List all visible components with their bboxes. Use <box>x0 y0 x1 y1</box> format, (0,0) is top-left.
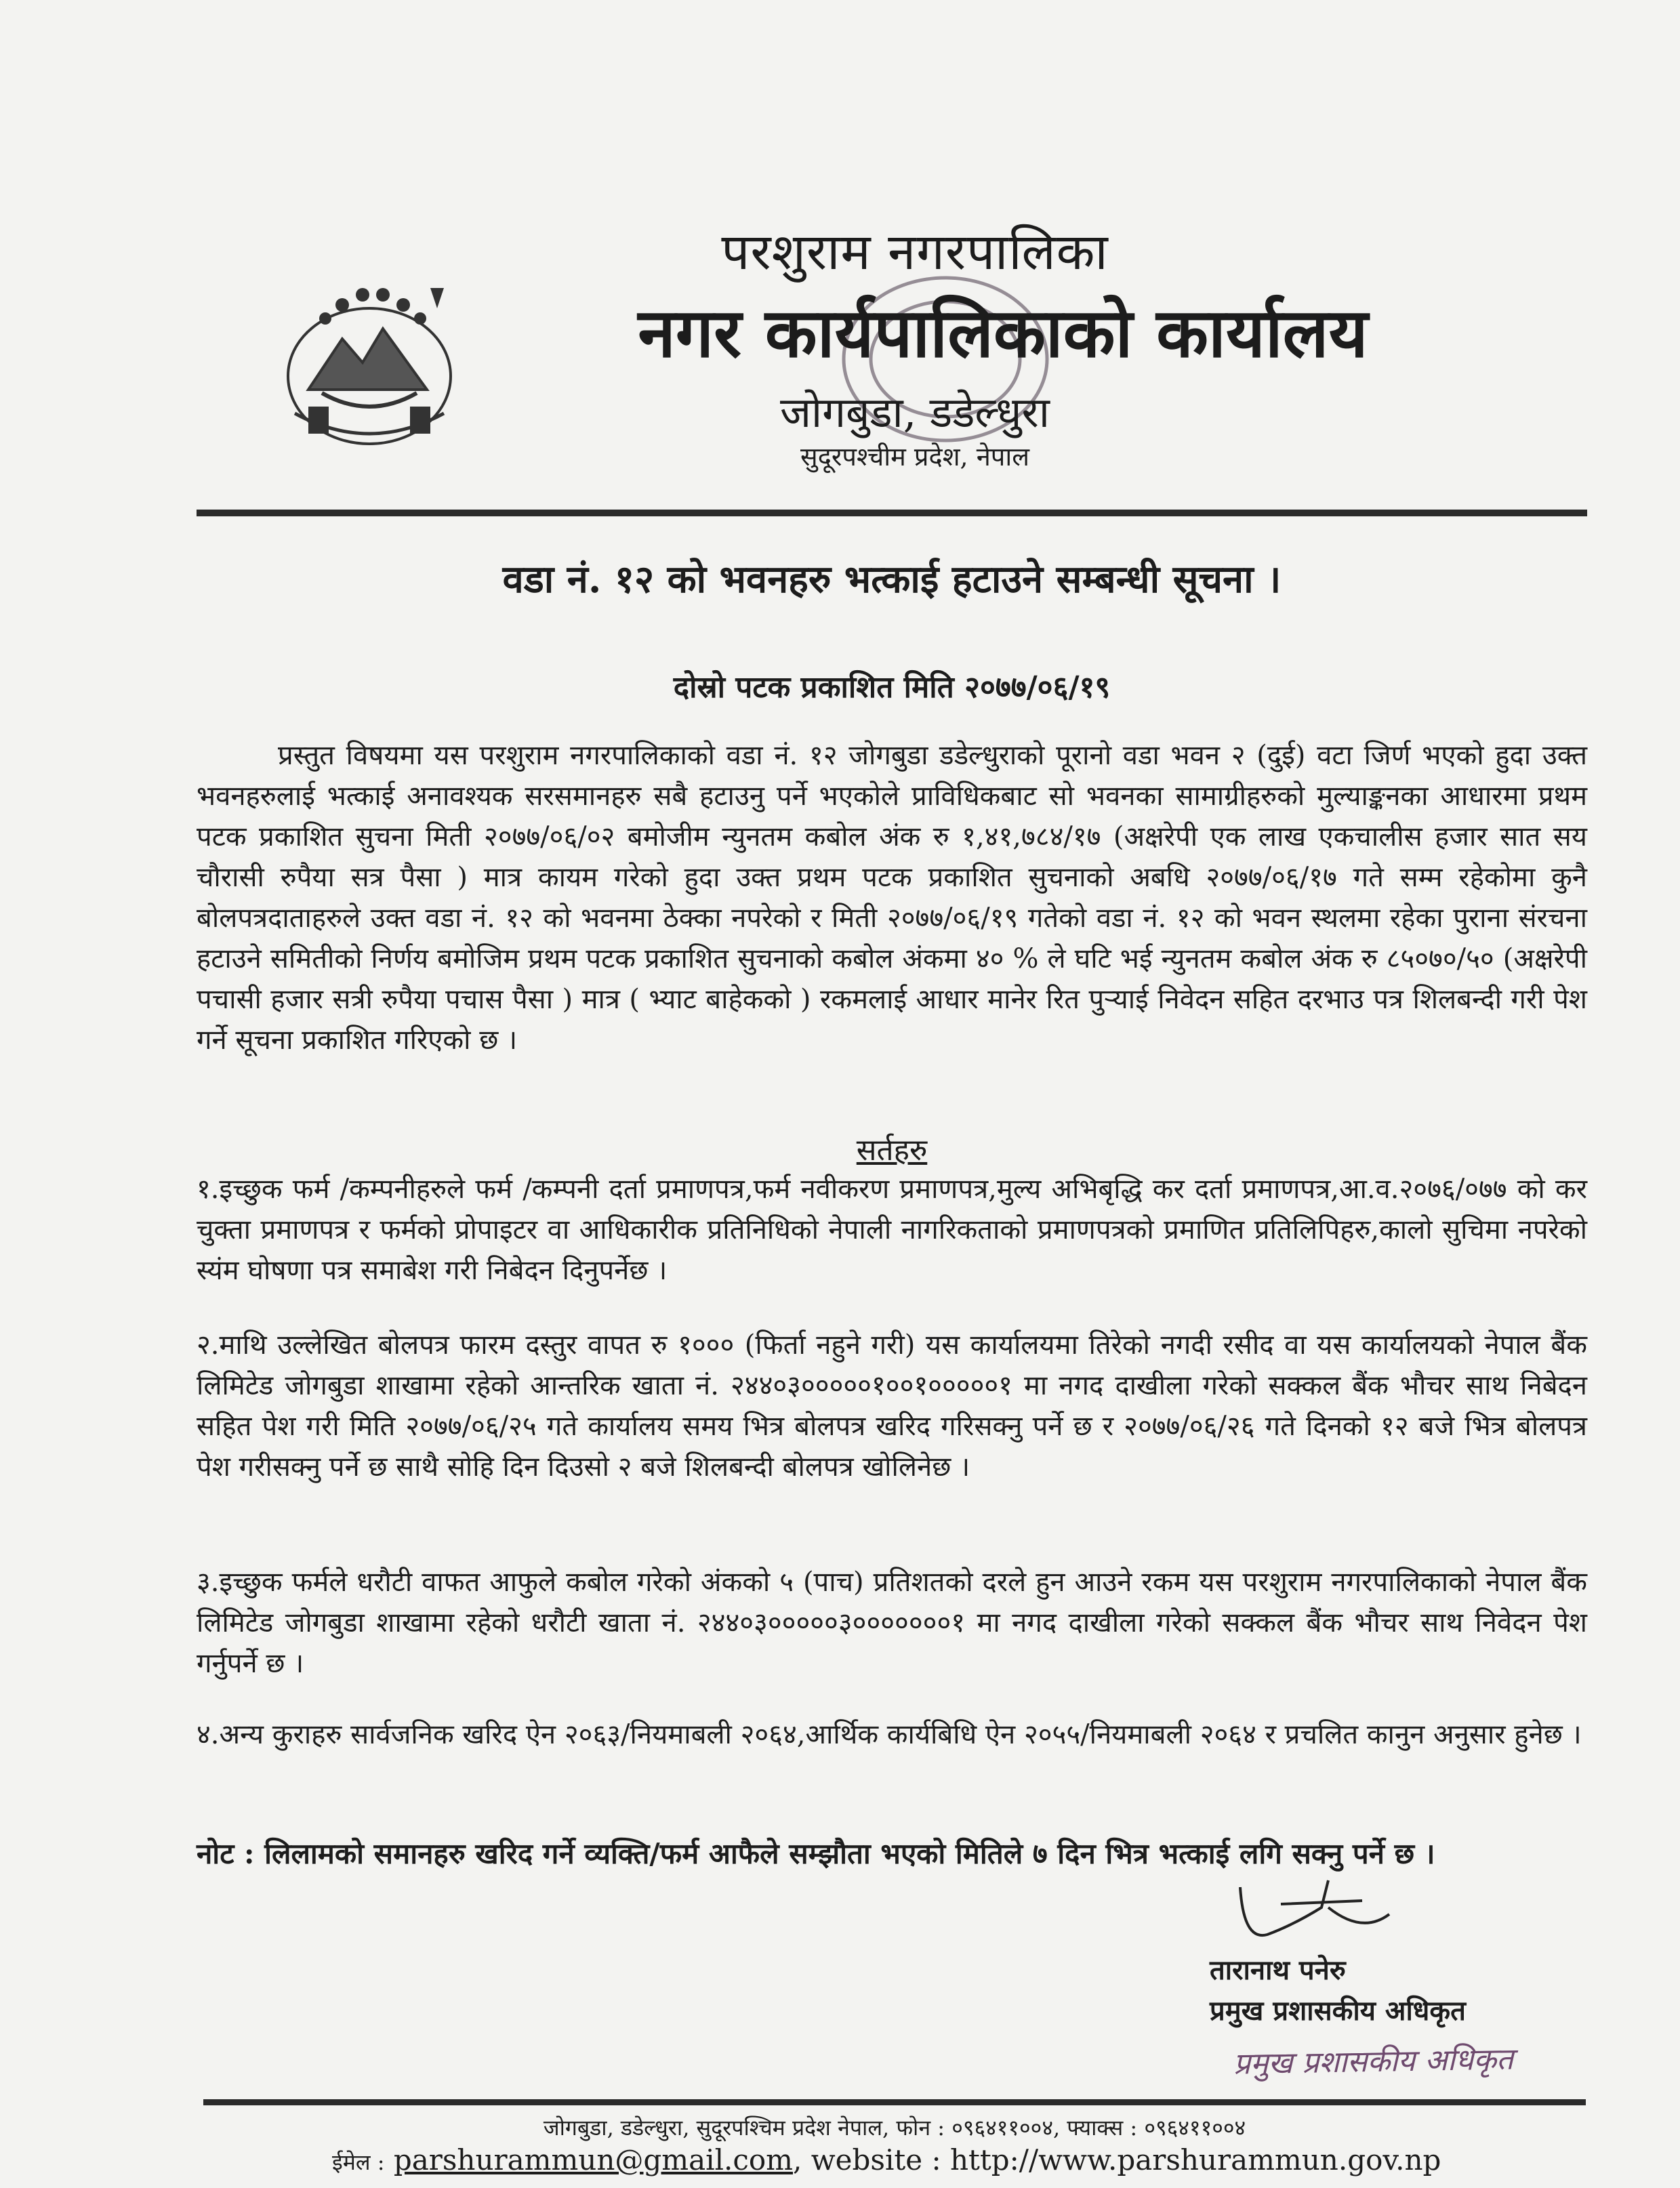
website-link[interactable]: http://www.parshurammun.gov.np <box>949 2143 1441 2176</box>
handwritten-signature <box>1227 1867 1403 1962</box>
website-label: , website : <box>793 2143 950 2176</box>
note-text: नोट : लिलामको समानहरु खरिद गर्ने व्यक्ति/फर्म आफैले सम्झौता भएको मितिले ७ दिन भित्र भत्काई लगि सक्नु पर्ने छ । <box>197 1837 1435 1870</box>
email-label: ईमेल : <box>332 2149 385 2175</box>
intro-paragraph: प्रस्तुत विषयमा यस परशुराम नगरपालिकाको वडा नं. १२ जोगबुडा डडेल्धुराको पूरानो वडा भवन २ (दुई) वटा जिर्ण भएको हुदा उक्त भवनहरुलाई भत्काई अनावश्यक सरसमानहरु सबै हटाउनु पर्ने भएकोले प्राविधिकबाट सो भवनका सामाग्रीहरुको मुल्याङ्कनका आधारमा प्रथम पटक प्रकाशित सुचना मिती २०७७/०६/०२ बमोजीम न्युनतम कबोल अंक रु १,४१,७८४/१७ (अक्षरेपी एक लाख एकचालीस हजार सात सय चौरासी रुपैया सत्र पैसा ) मात्र कायम गरेको हुदा उक्त प्रथम पटक प्रकाशित सुचनाको अबधि २०७७/०६/१७ गते सम्म रहेकोमा कुनै बोलपत्रदाताहरुले उक्त वडा नं. १२ को भवनमा ठेक्का नपरेको र मिती २०७७/०६/१९ गतेको वडा नं. १२ को भवन स्थलमा रहेका पुराना संरचना हटाउने समितीको निर्णय बमोजिम प्रथम पटक प्रकाशित सुचनाको कबोल अंकमा ४० % ले घटि भई न्युनतम कबोल अंक रु ८५०७०/५० (अक्षरेपी पचासी हजार सत्री रुपैया पचास पैसा ) मात्र ( भ्याट बाहेकको ) रकमलाई आधार मानेर रित पुऱ्याई निवेदन सहित दरभाउ पत्र शिलबन्दी गरी पेश गर्ने सूचना प्रकाशित गरिएको छ । <box>197 740 1587 1056</box>
office-place: जोगबुडा, डडेल्धुरा <box>780 388 1050 437</box>
signatory-name: तारानाथ पनेरु <box>1210 1954 1346 1986</box>
signatory-designation: प्रमुख प्रशासकीय अधिकृत <box>1210 1995 1466 2027</box>
office-name: नगर कार्यपालिकाको कार्यालय <box>638 293 1368 373</box>
header-divider <box>197 510 1587 516</box>
nepal-emblem-icon <box>268 274 471 461</box>
condition-item-1: १.इच्छुक फर्म /कम्पनीहरुले फर्म /कम्पनी दर्ता प्रमाणपत्र,फर्म नवीकरण प्रमाणपत्र,मुल्य अभिबृद्धि कर दर्ता प्रमाणपत्र,आ.व.२०७६/०७७ को कर चुक्ता प्रमाणपत्र र फर्मको प्रोपाइटर वा आधिकारीक प्रतिनिधिको नेपाली नागरिकताको प्रमाणपत्रको प्रमाणित प्रतिलिपिहरु,कालो सुचिमा नपरेको स्यंम घोषणा पत्र समाबेश गरी निबेदन दिनुपर्नेछ । <box>197 1174 1587 1286</box>
publication-date: दोस्रो पटक प्रकाशित मिति २०७७/०६/१९ <box>673 670 1111 705</box>
condition-item-4: ४.अन्य कुराहरु सार्वजनिक खरिद ऐन २०६३/नियमाबली २०६४,आर्थिक कार्यबिधि ऐन २०५५/नियमाबली २०६४ र प्रचलित कानुन अनुसार हुनेछ । <box>197 1719 1582 1750</box>
email-link[interactable]: parshurammun@gmail.com <box>393 2143 793 2176</box>
condition-item-3: ३.इच्छुक फर्मले धरौटी वाफत आफुले कबोल गरेको अंकको ५ (पाच) प्रतिशतको दरले हुन आउने रकम यस परशुराम नगरपालिकाको नेपाल बैंक लिमिटेड जोगबुडा शाखामा रहेको धरौटी खाता नं. २४४०३०००००३०००००००१ मा नगद दाखीला गरेको सक्कल बैंक भौचर साथ निवेदन पेश गर्नुपर्ने छ । <box>197 1567 1587 1679</box>
condition-item-2: २.माथि उल्लेखित बोलपत्र फारम दस्तुर वापत रु १००० (फिर्ता नहुने गरी) यस कार्यालयमा तिरेको नगदी रसीद वा यस कार्यालयको नेपाल बैंक लिमिटेड जोगबुडा शाखामा रहेको आन्तरिक खाता नं. २४४०३०००००१००१०००००१ मा नगद दाखीला गरेको सक्कल बैंक भौचर साथ निबेदन सहित पेश गरी मिति २०७७/०६/२५ गते कार्यालय समय भित्र बोलपत्र खरिद गरिसक्नु पर्ने छ र २०७७/०६/२६ गते दिनको १२ बजे भित्र बोलपत्र पेश गरीसक्नु पर्ने छ साथै सोहि दिन दिउसो २ बजे शिलबन्दी बोलपत्र खोलिनेछ । <box>197 1329 1587 1483</box>
office-province: सुदूरपश्चीम प्रदेश, नेपाल <box>800 442 1029 472</box>
notice-title: वडा नं. १२ को भवनहरु भत्काई हटाउने सम्बन्धी सूचना । <box>502 557 1282 602</box>
designation-stamp: प्रमुख प्रशासकीय अधिकृत <box>1233 2042 1514 2082</box>
conditions-heading: सर्तहरु <box>856 1133 928 1168</box>
footer-divider <box>203 2099 1586 2105</box>
footer-address: जोगबुडा, डडेल्धुरा, सुदूरपश्चिम प्रदेश नेपाल, फोन : ०९६४११००४, फ्याक्स : ०९६४११००४ <box>543 2115 1246 2141</box>
footer-contact <box>332 2143 1441 2176</box>
municipality-name: परशुराम नगरपालिका <box>721 223 1109 281</box>
